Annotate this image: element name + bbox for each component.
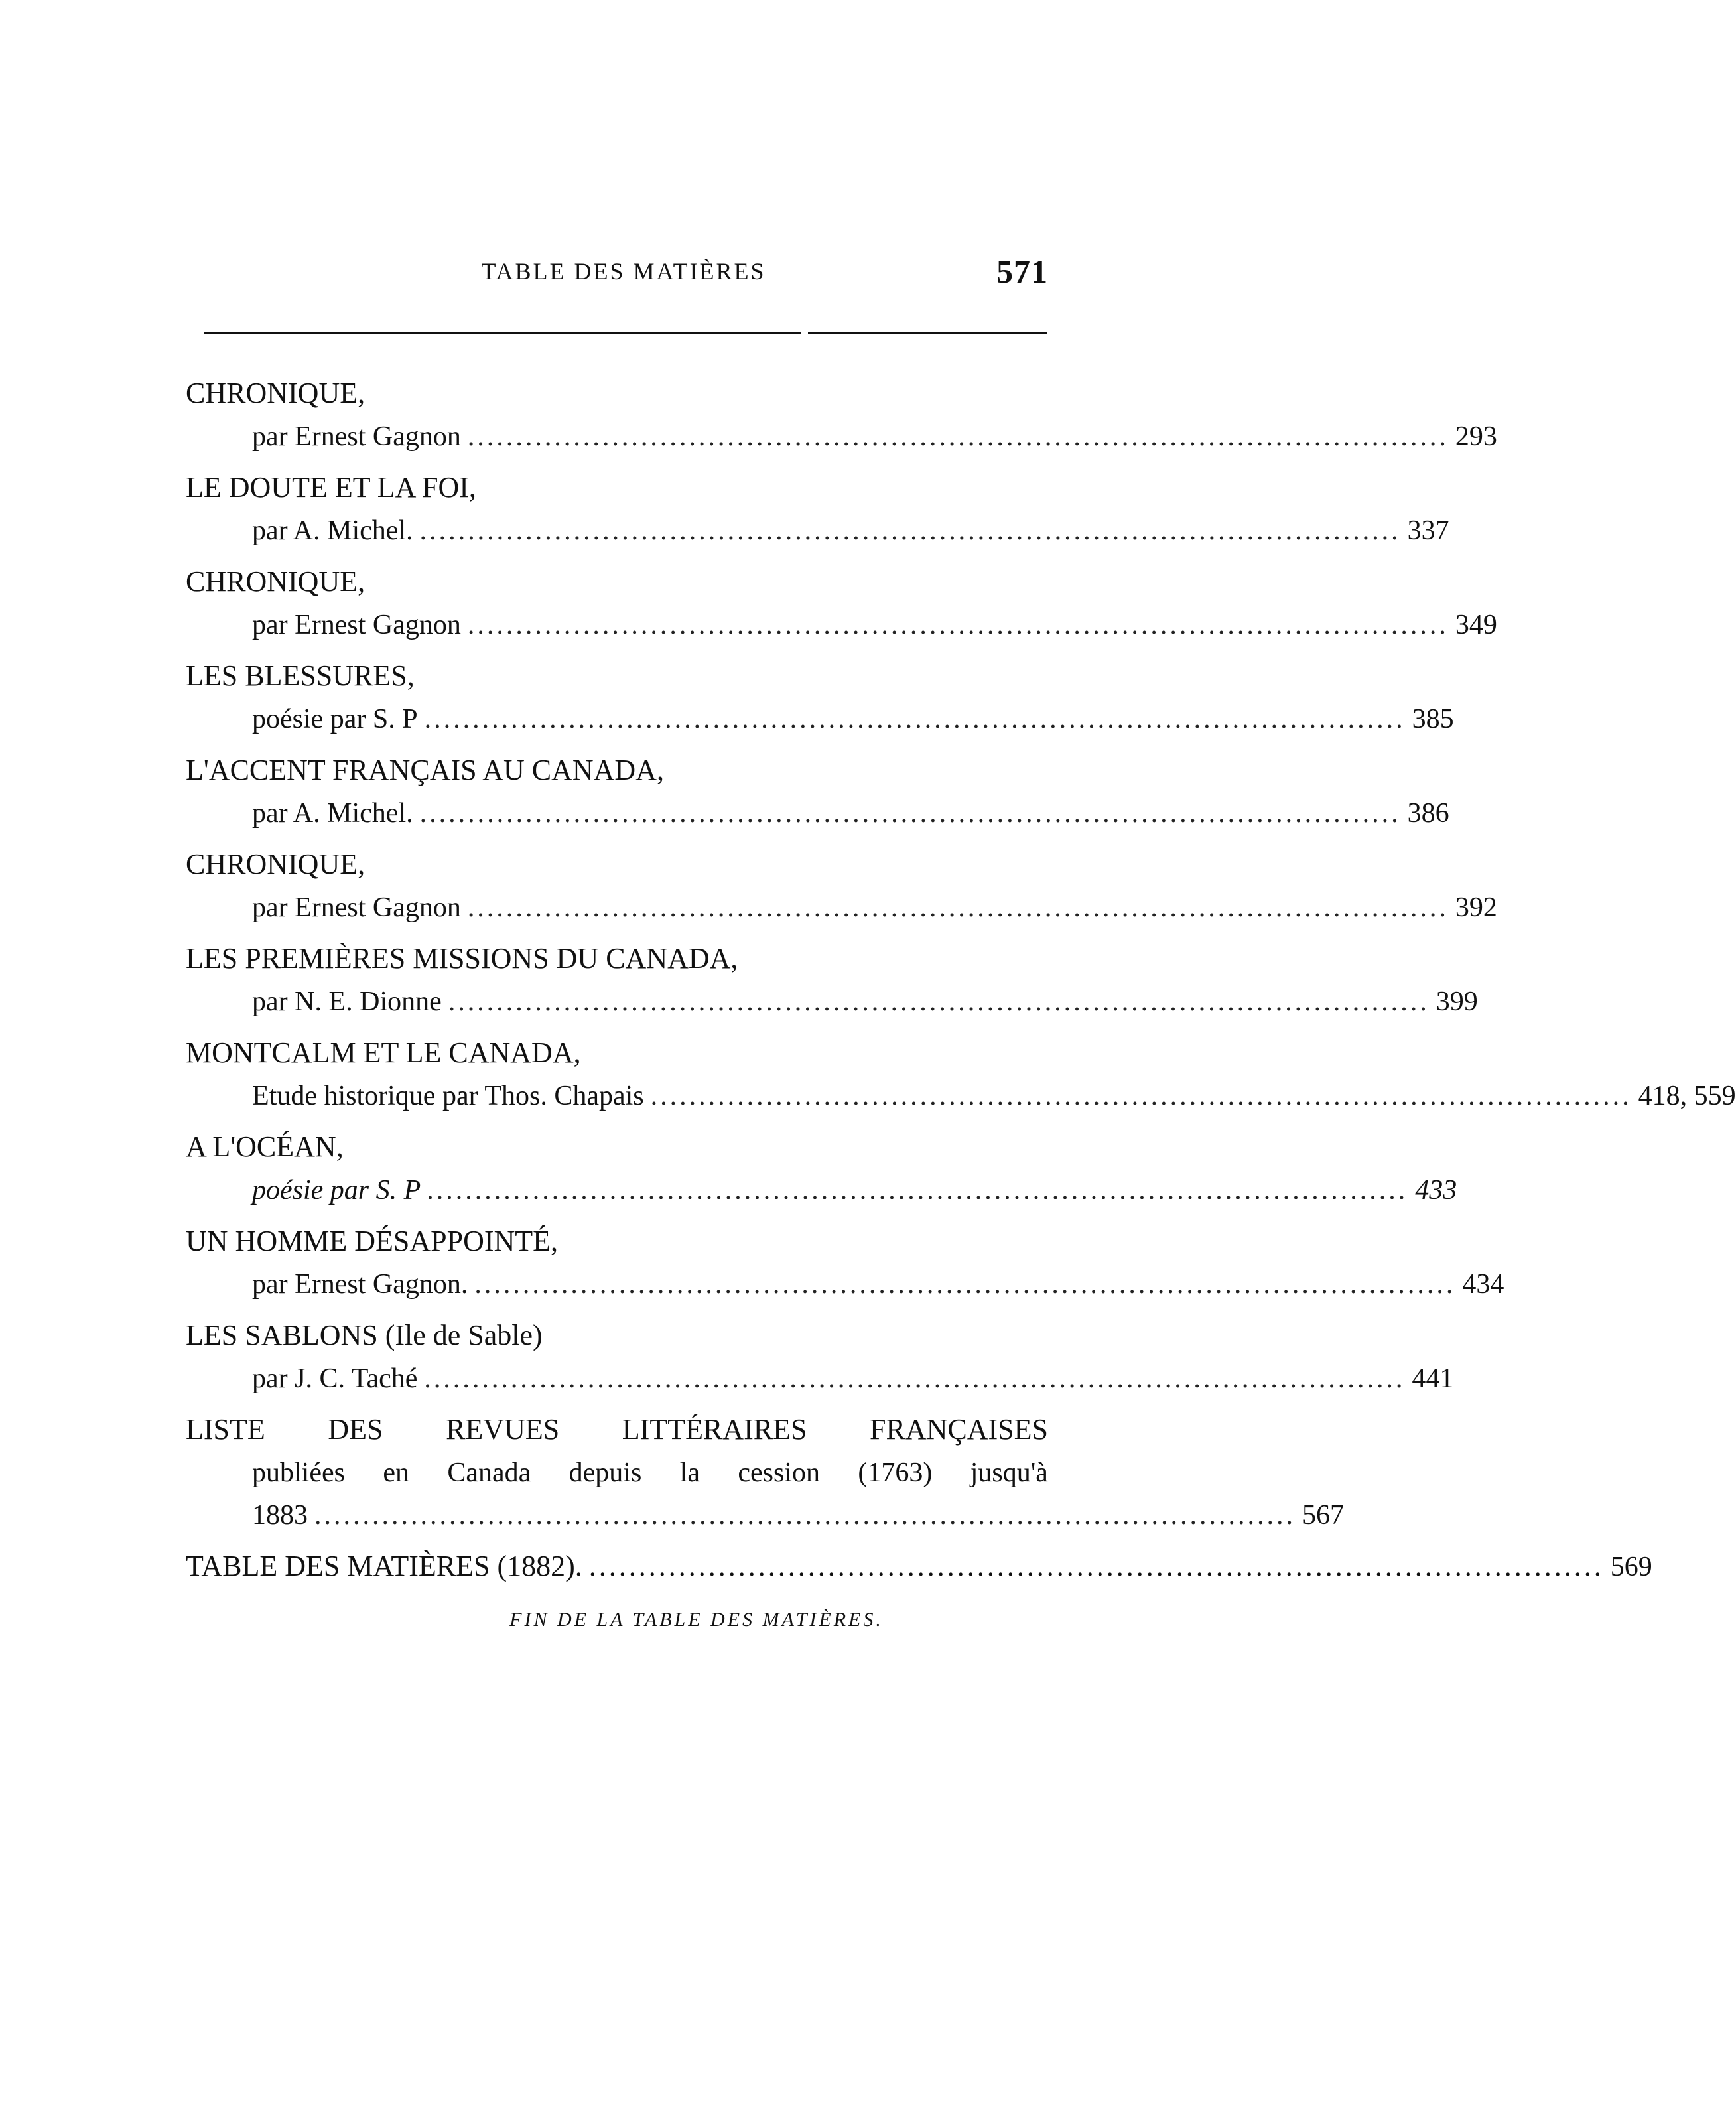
liste-desc-word: en: [383, 1458, 409, 1488]
entry-byline: par Ernest Gagnon.: [252, 1269, 468, 1300]
dot-leader: ......................................................................................................: [424, 704, 1406, 734]
table-of-contents: [186, 372, 1736, 1597]
liste-desc-word: jusqu'à: [970, 1458, 1048, 1488]
entry-page: 569: [1610, 1552, 1652, 1582]
toc-entry: [186, 1031, 1736, 1117]
liste-description: [186, 1452, 1048, 1494]
entry-line: [186, 415, 1497, 458]
liste-desc-word: cession: [738, 1458, 820, 1488]
dot-leader: ......................................................................................................: [419, 515, 1401, 546]
entry-line: [186, 604, 1497, 646]
toc-entry: [186, 372, 1497, 458]
entry-page: 392: [1455, 892, 1497, 923]
entry-title: UN HOMME DÉSAPPOINTÉ,: [186, 1225, 559, 1257]
entry-page: 385: [1412, 704, 1454, 734]
dot-leader: ......................................................................................................: [474, 1269, 1456, 1300]
entry-page: 441: [1412, 1363, 1454, 1394]
entry-page: 399: [1436, 987, 1478, 1017]
toc-entry-liste: [186, 1408, 1344, 1537]
running-head: [199, 252, 1048, 299]
entry-page: 567: [1302, 1500, 1344, 1531]
toc-entry: [186, 654, 1454, 740]
entry-page: 349: [1455, 610, 1497, 640]
toc-entry: [186, 466, 1449, 552]
liste-title-word: REVUES: [446, 1413, 560, 1446]
entry-byline: poésie par S. P: [252, 704, 418, 734]
dot-leader: ......................................................................................................: [427, 1175, 1409, 1205]
liste-title-word: FRANÇAISES: [870, 1413, 1048, 1446]
entry-title: LES PREMIÈRES MISSIONS DU CANADA,: [186, 942, 738, 975]
toc-entry: [186, 748, 1449, 835]
entry-line: [186, 1544, 1652, 1589]
entry-byline: par Ernest Gagnon: [252, 892, 461, 923]
entry-page: 433: [1415, 1175, 1457, 1205]
entry-title: LE DOUTE ET LA FOI,: [186, 471, 476, 504]
toc-entry: [186, 1125, 1457, 1211]
liste-title-word: DES: [328, 1413, 383, 1446]
liste-year: 1883: [252, 1500, 308, 1531]
entry-byline: par Ernest Gagnon: [252, 610, 461, 640]
dot-leader: ......................................................................................................: [588, 1550, 1604, 1582]
liste-desc-word: (1763): [858, 1458, 933, 1488]
entry-byline: par A. Michel.: [252, 515, 413, 546]
entry-line: [186, 886, 1497, 929]
dot-leader: ......................................................................................................: [424, 1363, 1406, 1394]
entry-page: 337: [1407, 515, 1449, 546]
toc-entry: [186, 560, 1497, 646]
liste-title: [186, 1408, 1048, 1452]
toc-entry-table: [186, 1544, 1652, 1589]
entry-byline: par Ernest Gagnon: [252, 421, 461, 452]
toc-entry: [186, 1219, 1504, 1306]
liste-title-word: LISTE: [186, 1413, 265, 1446]
entry-byline: par J. C. Taché: [252, 1363, 418, 1394]
entry-title: A L'OCÉAN,: [186, 1130, 344, 1163]
liste-desc-word: publiées: [252, 1458, 345, 1488]
dot-leader: ......................................................................................................: [448, 987, 1430, 1017]
entry-title: CHRONIQUE,: [186, 565, 366, 598]
toc-entry: [186, 1314, 1454, 1400]
entry-byline: par N. E. Dionne: [252, 987, 442, 1017]
entry-line: [186, 1494, 1344, 1537]
dot-leader: ......................................................................................................: [467, 892, 1449, 923]
entry-line: [186, 1169, 1457, 1211]
entry-title: L'ACCENT FRANÇAIS AU CANADA,: [186, 754, 664, 786]
entry-page: 293: [1455, 421, 1497, 452]
liste-desc-word: la: [679, 1458, 700, 1488]
entry-title: TABLE DES MATIÈRES (1882).: [186, 1550, 582, 1582]
entry-byline: par A. Michel.: [252, 798, 413, 829]
header-rule-right: [808, 332, 1047, 334]
dot-leader: ......................................................................................................: [419, 798, 1401, 829]
liste-desc-word: depuis: [568, 1458, 642, 1488]
entry-line: [186, 510, 1449, 552]
entry-line: [186, 698, 1454, 740]
liste-desc-word: Canada: [447, 1458, 531, 1488]
entry-line: [186, 1357, 1454, 1400]
dot-leader: ......................................................................................................: [314, 1500, 1296, 1531]
dot-leader: ......................................................................................................: [467, 610, 1449, 640]
entry-title: CHRONIQUE,: [186, 377, 366, 409]
entry-page: 418, 559: [1638, 1081, 1736, 1111]
entry-title: MONTCALM ET LE CANADA,: [186, 1036, 581, 1069]
liste-title-word: LITTÉRAIRES: [622, 1413, 807, 1446]
entry-line: [186, 1263, 1504, 1306]
toc-entry: [186, 937, 1478, 1023]
entry-title: LES BLESSURES,: [186, 659, 415, 692]
end-note: FIN DE LA TABLE DES MATIÈRES.: [509, 1609, 884, 1631]
running-title: TABLE DES MATIÈRES: [481, 258, 766, 285]
header-rule-left: [204, 332, 801, 334]
entry-title: LES SABLONS (Ile de Sable): [186, 1319, 543, 1351]
entry-line: [186, 792, 1449, 835]
toc-entry: [186, 843, 1497, 929]
entry-page: 386: [1407, 798, 1449, 829]
entry-byline: poésie par S. P: [252, 1175, 421, 1205]
dot-leader: ......................................................................................................: [467, 421, 1449, 452]
entry-title: CHRONIQUE,: [186, 848, 366, 880]
entry-byline: Etude historique par Thos. Chapais: [252, 1081, 644, 1111]
entry-page: 434: [1462, 1269, 1504, 1300]
entry-line: [186, 981, 1478, 1023]
page-number: 571: [996, 253, 1048, 290]
dot-leader: ......................................................................................................: [650, 1081, 1632, 1111]
entry-line: [186, 1075, 1736, 1117]
